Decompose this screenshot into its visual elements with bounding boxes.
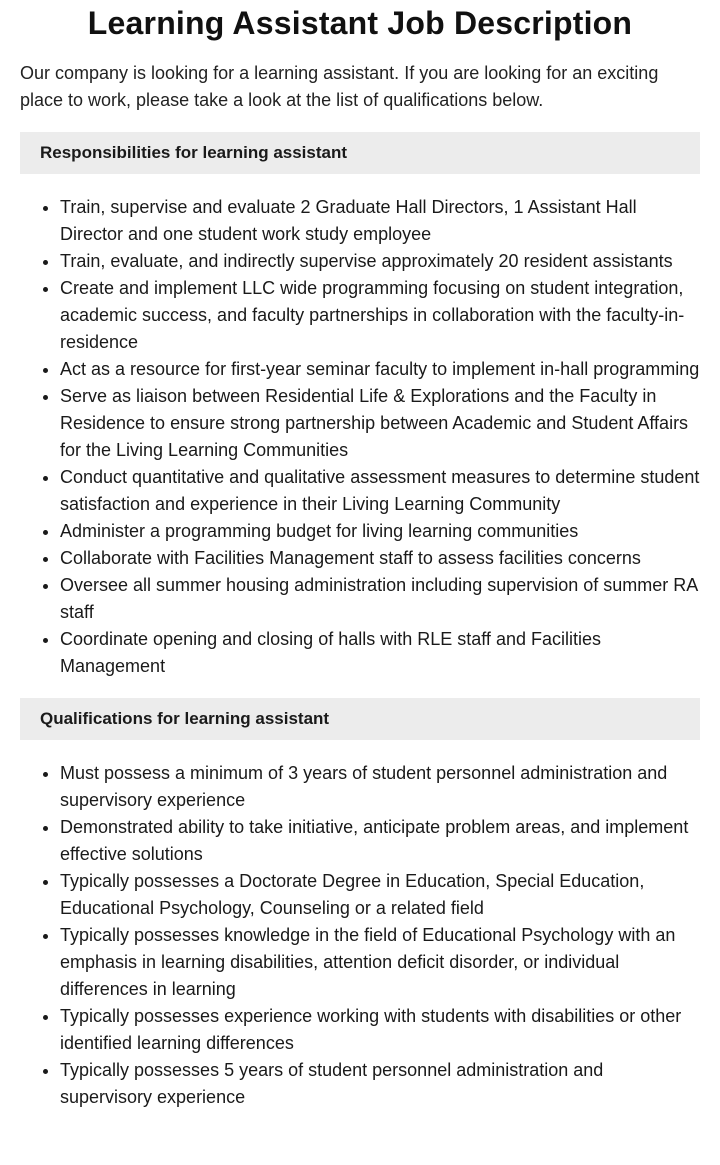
list-item: • Typically possesses 5 years of student personnel administration and supervisory experience [60,1057,700,1111]
list-item: • Administer a programming budget for living learning communities [60,518,700,545]
list-item: • Conduct quantitative and qualitative assessment measures to determine student satisfaction and experience in their Living Learning Community [60,464,700,518]
list-item: • Train, supervise and evaluate 2 Graduate Hall Directors, 1 Assistant Hall Director and one student work study employee [60,194,700,248]
list-item: • Collaborate with Facilities Management staff to assess facilities concerns [60,545,700,572]
list-item: • Act as a resource for first-year seminar faculty to implement in-hall programming [60,356,700,383]
list-item: • Serve as liaison between Residential Life & Explorations and the Faculty in Residence to ensure strong partnership between Academic and Student Affairs for the Living Learning Communities [60,383,700,464]
list-item: • Typically possesses a Doctorate Degree in Education, Special Education, Educational Psychology, Counseling or a related field [60,868,700,922]
responsibilities-list [20,194,700,680]
list-item: • Typically possesses knowledge in the field of Educational Psychology with an emphasis in learning disabilities, attention deficit disorder, or individual differences in learning [60,922,700,1003]
list-item: • Demonstrated ability to take initiative, anticipate problem areas, and implement effective solutions [60,814,700,868]
list-item: • Typically possesses experience working with students with disabilities or other identified learning differences [60,1003,700,1057]
list-item: • Coordinate opening and closing of halls with RLE staff and Facilities Management [60,626,700,680]
list-item: • Oversee all summer housing administration including supervision of summer RA staff [60,572,700,626]
list-item: • Create and implement LLC wide programming focusing on student integration, academic success, and faculty partnerships in collaboration with the faculty-in-residence [60,275,700,356]
intro-paragraph: Our company is looking for a learning assistant. If you are looking for an exciting place to work, please take a look at the list of qualifications below. [20,63,659,110]
list-item: • Train, evaluate, and indirectly supervise approximately 20 resident assistants [60,248,700,275]
qualifications-list [20,760,700,1111]
page-title: Learning Assistant Job Description [87,5,633,41]
list-item: • Must possess a minimum of 3 years of student personnel administration and supervisory experience [60,760,700,814]
responsibilities-heading: Responsibilities for learning assistant [20,132,700,174]
qualifications-heading: Qualifications for learning assistant [20,698,700,740]
